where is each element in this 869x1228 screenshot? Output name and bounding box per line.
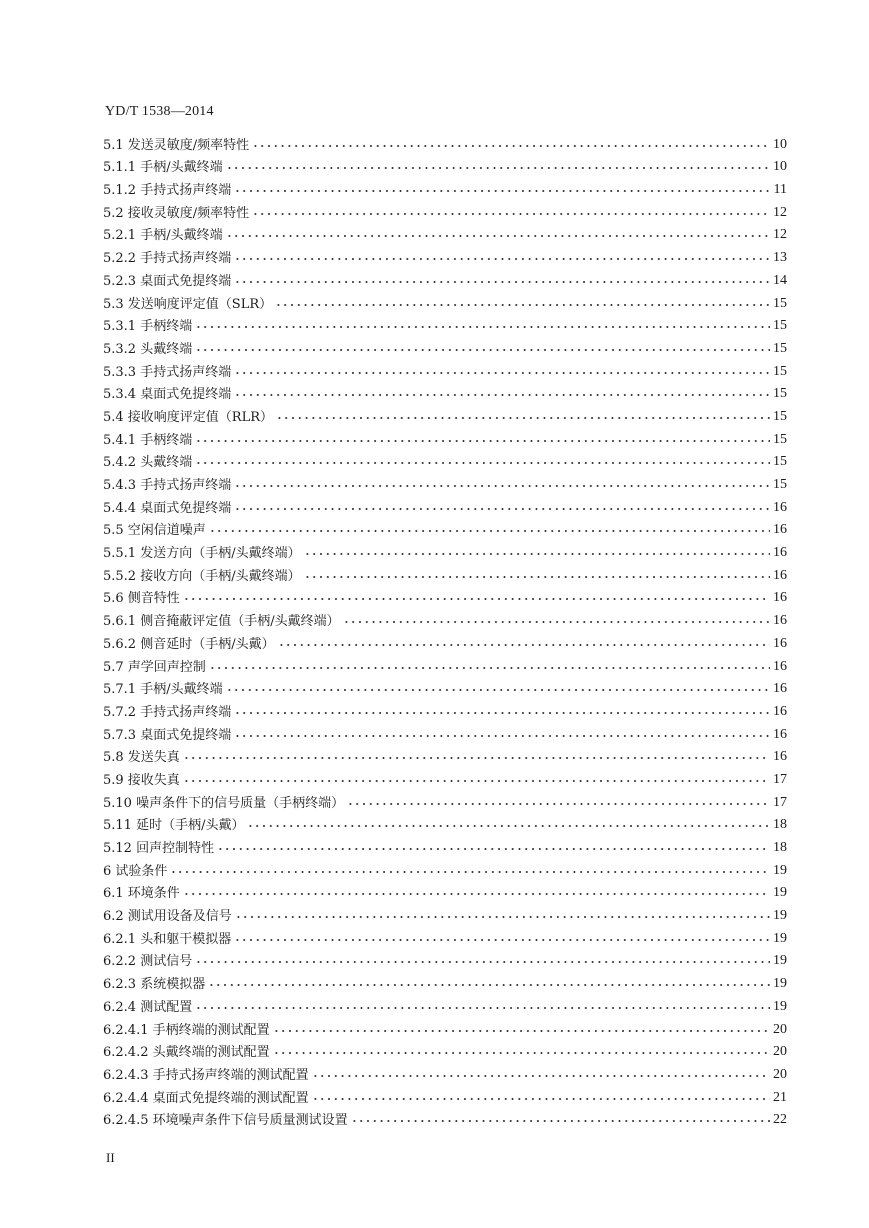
- toc-entry[interactable]: [103, 947, 787, 970]
- toc-entry[interactable]: [103, 516, 787, 539]
- dot-leader: [347, 793, 770, 808]
- dot-leader: [234, 271, 770, 286]
- toc-entry[interactable]: [103, 561, 787, 584]
- toc-entry[interactable]: [103, 811, 787, 834]
- toc-entry[interactable]: [103, 357, 787, 380]
- toc-entry-title: 6.2.4.5 环境噪声条件下信号质量测试设置: [103, 1113, 348, 1129]
- dot-leader: [278, 634, 770, 649]
- dot-leader: [312, 1065, 770, 1080]
- dot-leader: [209, 657, 770, 672]
- toc-entry-title: 6.2.2 测试信号: [103, 954, 193, 970]
- toc-entry-title: 6.2.4 测试配置: [103, 999, 193, 1015]
- toc-entry[interactable]: [103, 402, 787, 425]
- toc-entry[interactable]: [103, 969, 787, 992]
- toc-entry-page: 18: [773, 840, 787, 855]
- toc-entry[interactable]: [103, 243, 787, 266]
- toc-entry[interactable]: [103, 448, 787, 471]
- toc-entry[interactable]: [103, 130, 787, 153]
- toc-entry[interactable]: [103, 380, 787, 403]
- toc-entry-title: 6.2 测试用设备及信号: [103, 909, 232, 925]
- toc-entry-page: 10: [773, 136, 787, 152]
- toc-entry-page: 19: [773, 885, 787, 901]
- toc-entry-page: 17: [773, 794, 787, 810]
- dot-leader: [234, 180, 770, 195]
- toc-entry-page: 19: [773, 998, 787, 1014]
- toc-entry[interactable]: [103, 697, 787, 720]
- toc-entry-title: 5.3.3 手持式扬声终端: [103, 364, 232, 380]
- dot-leader: [235, 906, 770, 921]
- toc-entry-title: 5.4.1 手柄终端: [103, 432, 193, 448]
- toc-entry-title: 5.7.2 手持式扬声终端: [103, 704, 232, 720]
- toc-entry-page: 19: [773, 976, 787, 992]
- toc-entry-title: 5.10 噪声条件下的信号质量（手柄终端）: [103, 795, 345, 811]
- toc-entry[interactable]: [103, 675, 787, 698]
- dot-leader: [234, 475, 770, 490]
- toc-entry-page: 18: [773, 817, 787, 833]
- dot-leader: [226, 679, 770, 694]
- toc-entry[interactable]: [103, 652, 787, 675]
- dot-leader: [195, 951, 770, 966]
- toc-entry-page: 11: [773, 182, 787, 198]
- toc-entry-page: 22: [773, 1112, 787, 1128]
- toc-entry-title: 5.11 延时（手柄/头戴）: [103, 818, 245, 834]
- toc-entry-page: 17: [773, 771, 787, 787]
- toc-entry[interactable]: [103, 1015, 787, 1038]
- toc-entry-page: 14: [773, 272, 787, 288]
- toc-entry-title: 5.2 接收灵敏度/频率特性: [103, 205, 250, 221]
- dot-leader: [247, 815, 770, 830]
- toc-entry[interactable]: [103, 1038, 787, 1061]
- toc-entry[interactable]: [103, 606, 787, 629]
- dot-leader: [234, 929, 770, 944]
- dot-leader: [234, 702, 770, 717]
- toc-entry-page: 21: [773, 1089, 787, 1105]
- toc-entry-title: 6.2.4.4 桌面式免提终端的测试配置: [103, 1090, 309, 1106]
- toc-entry[interactable]: [103, 901, 787, 924]
- toc-entry-title: 5.7.1 手柄/头戴终端: [103, 682, 223, 698]
- toc-entry[interactable]: [103, 629, 787, 652]
- dot-leader: [273, 1020, 770, 1035]
- document-code-header: YD/T 1538—2014: [105, 104, 214, 119]
- toc-entry-title: 5.6.1 侧音掩蔽评定值（手柄/头戴终端）: [103, 614, 340, 630]
- dot-leader: [195, 430, 770, 445]
- toc-entry-page: 15: [773, 431, 787, 447]
- toc-entry-title: 6.2.3 系统模拟器: [103, 977, 206, 993]
- dot-leader: [252, 135, 770, 150]
- toc-entry[interactable]: [103, 992, 787, 1015]
- toc-entry[interactable]: [103, 289, 787, 312]
- toc-entry-title: 5.3.2 头戴终端: [103, 341, 193, 357]
- toc-entry[interactable]: [103, 198, 787, 221]
- toc-entry-page: 20: [773, 1044, 787, 1060]
- toc-entry-title: 5.3.4 桌面式免提终端: [103, 387, 232, 403]
- toc-entry-title: 5.4.2 头戴终端: [103, 455, 193, 471]
- toc-entry-title: 5.5.1 发送方向（手柄/头戴终端）: [103, 546, 301, 562]
- toc-entry[interactable]: [103, 470, 787, 493]
- dot-leader: [351, 1110, 770, 1125]
- dot-leader: [183, 588, 770, 603]
- toc-entry-title: 5.4.3 手持式扬声终端: [103, 478, 232, 493]
- toc-entry-title: 6.2.1 头和躯干模拟器: [103, 931, 232, 947]
- dot-leader: [234, 725, 770, 740]
- toc-entry-page: 15: [773, 454, 787, 470]
- dot-leader: [226, 225, 770, 240]
- toc-entry-title: 5.8 发送失真: [103, 750, 180, 766]
- toc-entry[interactable]: [103, 175, 787, 198]
- dot-leader: [275, 294, 770, 309]
- dot-leader: [183, 747, 770, 762]
- toc-entry-title: 5.2.1 手柄/头戴终端: [103, 228, 223, 244]
- toc-entry-page: 16: [773, 590, 787, 606]
- toc-entry[interactable]: [103, 312, 787, 335]
- toc-entry-title: 5.2.3 桌面式免提终端: [103, 273, 232, 289]
- dot-leader: [195, 339, 770, 354]
- toc-entry-page: 15: [773, 386, 787, 402]
- toc-entry-page: 16: [773, 635, 787, 651]
- dot-leader: [183, 770, 770, 785]
- toc-entry-title: 6.2.4.3 手持式扬声终端的测试配置: [103, 1067, 309, 1083]
- toc-entry-page: 15: [773, 363, 787, 379]
- toc-entry[interactable]: [103, 425, 787, 448]
- dot-leader: [234, 498, 770, 513]
- dot-leader: [234, 362, 770, 377]
- table-of-contents: [103, 130, 787, 1128]
- toc-entry-title: 5.2.2 手持式扬声终端: [103, 251, 232, 267]
- toc-entry-title: 5.9 接收失真: [103, 772, 180, 788]
- page-number: II: [106, 1150, 115, 1165]
- toc-entry-page: 15: [773, 340, 787, 356]
- toc-entry-page: 16: [773, 658, 787, 674]
- toc-entry-page: 10: [773, 159, 787, 175]
- dot-leader: [170, 861, 770, 876]
- toc-entry-title: 5.1 发送灵敏度/频率特性: [103, 137, 250, 153]
- toc-entry-title: 5.5 空闲信道噪声: [103, 523, 206, 539]
- toc-entry-title: 6.2.4.2 头戴终端的测试配置: [103, 1045, 270, 1061]
- dot-leader: [195, 452, 770, 467]
- toc-entry[interactable]: [103, 493, 787, 516]
- toc-entry[interactable]: [103, 538, 787, 561]
- toc-entry-page: 13: [773, 250, 787, 266]
- toc-entry[interactable]: [103, 334, 787, 357]
- toc-entry-title: 5.7.3 桌面式免提终端: [103, 727, 232, 743]
- dot-leader: [252, 203, 770, 218]
- toc-entry-page: 16: [773, 522, 787, 538]
- dot-leader: [217, 838, 770, 853]
- toc-entry-page: 19: [773, 908, 787, 924]
- toc-entry-title: 5.1.1 手柄/头戴终端: [103, 160, 223, 176]
- toc-entry-page: 20: [773, 1066, 787, 1082]
- toc-entry-page: 15: [773, 408, 787, 424]
- dot-leader: [312, 1088, 770, 1103]
- toc-entry[interactable]: [103, 833, 787, 856]
- dot-leader: [195, 316, 770, 331]
- toc-entry[interactable]: [103, 788, 787, 811]
- toc-entry[interactable]: [103, 584, 787, 607]
- dot-leader: [343, 611, 770, 626]
- toc-entry[interactable]: [103, 266, 787, 289]
- dot-leader: [276, 407, 770, 422]
- toc-entry[interactable]: [103, 1060, 787, 1083]
- toc-entry-page: 16: [773, 499, 787, 515]
- dot-leader: [209, 520, 770, 535]
- dot-leader: [273, 1042, 770, 1057]
- toc-entry-page: 12: [773, 204, 787, 220]
- toc-entry-title: 5.6 侧音特性: [103, 591, 180, 607]
- toc-entry-page: 19: [773, 930, 787, 946]
- toc-entry-page: 20: [773, 1021, 787, 1037]
- dot-leader: [304, 566, 770, 581]
- toc-entry-page: 19: [773, 862, 787, 878]
- toc-entry[interactable]: [103, 856, 787, 879]
- toc-entry[interactable]: [103, 1106, 787, 1129]
- toc-entry-page: 19: [773, 953, 787, 969]
- toc-entry[interactable]: [103, 879, 787, 902]
- toc-entry-page: 16: [773, 726, 787, 742]
- toc-entry-title: 5.12 回声控制特性: [103, 841, 215, 856]
- toc-entry-page: 15: [773, 295, 787, 311]
- dot-leader: [195, 997, 770, 1012]
- toc-entry-page: 15: [773, 318, 787, 334]
- toc-entry-page: 16: [773, 681, 787, 697]
- toc-entry-title: 5.3 发送响度评定值（SLR）: [103, 296, 273, 312]
- toc-entry[interactable]: [103, 153, 787, 176]
- toc-entry[interactable]: [103, 221, 787, 244]
- dot-leader: [234, 248, 770, 263]
- dot-leader: [208, 974, 770, 989]
- toc-entry-page: 16: [773, 749, 787, 765]
- dot-leader: [234, 384, 770, 399]
- toc-entry-page: 12: [773, 227, 787, 243]
- toc-entry[interactable]: [103, 720, 787, 743]
- toc-entry-title: 5.4 接收响度评定值（RLR）: [103, 409, 274, 425]
- dot-leader: [226, 157, 770, 172]
- dot-leader: [183, 883, 770, 898]
- toc-entry[interactable]: [103, 765, 787, 788]
- toc-entry-title: 5.3.1 手柄终端: [103, 319, 193, 335]
- toc-entry[interactable]: [103, 743, 787, 766]
- toc-entry-page: 15: [773, 477, 787, 492]
- toc-entry-title: 6.2.4.1 手柄终端的测试配置: [103, 1022, 270, 1038]
- toc-entry-title: 6 试验条件: [103, 863, 168, 879]
- toc-entry-title: 5.6.2 侧音延时（手柄/头戴）: [103, 636, 275, 652]
- toc-entry-title: 5.4.4 桌面式免提终端: [103, 500, 232, 516]
- toc-entry-page: 16: [773, 703, 787, 719]
- toc-entry[interactable]: [103, 1083, 787, 1106]
- toc-entry[interactable]: [103, 924, 787, 947]
- toc-entry-title: 5.7 声学回声控制: [103, 659, 206, 675]
- dot-leader: [304, 543, 770, 558]
- toc-entry-page: 16: [773, 567, 787, 583]
- toc-entry-title: 6.1 环境条件: [103, 886, 180, 902]
- toc-entry-title: 5.1.2 手持式扬声终端: [103, 183, 232, 199]
- toc-entry-title: 5.5.2 接收方向（手柄/头戴终端）: [103, 568, 301, 584]
- toc-entry-page: 16: [773, 613, 787, 629]
- toc-entry-page: 16: [773, 545, 787, 561]
